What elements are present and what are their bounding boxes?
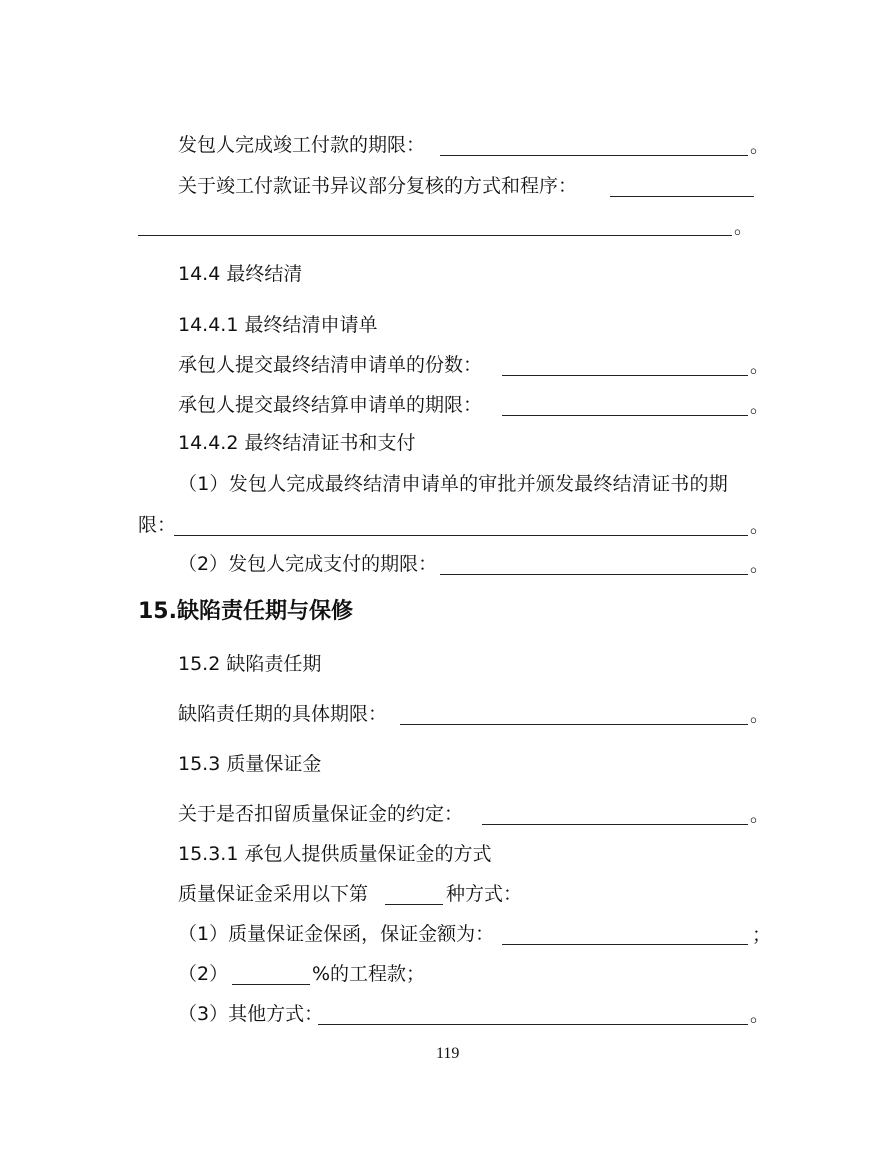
period-mark: 。 — [750, 135, 770, 157]
section-14-4-1-heading: 14.4.1 最终结清申请单 — [178, 314, 378, 336]
guarantee-amount-field[interactable] — [502, 944, 748, 945]
dispute-review-method-label: 关于竣工付款证书异议部分复核的方式和程序： — [178, 175, 578, 197]
period-mark: 。 — [734, 216, 754, 238]
item-1-text-continued: 限： — [138, 514, 177, 536]
completion-payment-deadline-field[interactable] — [440, 155, 748, 156]
dispute-review-method-field-continued[interactable] — [138, 235, 732, 236]
retention-agreement-label: 关于是否扣留质量保证金的约定： — [178, 803, 464, 825]
other-method-field[interactable] — [318, 1024, 748, 1025]
period-mark: 。 — [750, 355, 770, 377]
method-choice-label-end: 种方式： — [446, 883, 523, 905]
option-2-label: （2） — [178, 963, 229, 985]
section-15-2-heading: 15.2 缺陷责任期 — [178, 653, 322, 675]
section-14-4-2-heading: 14.4.2 最终结清证书和支付 — [178, 432, 416, 454]
payment-deadline-field[interactable] — [440, 574, 748, 575]
section-15-3-heading: 15.3 质量保证金 — [178, 753, 322, 775]
option-2-label-end: %的工程款； — [312, 963, 426, 985]
period-mark: 。 — [750, 704, 770, 726]
final-application-copies-label: 承包人提交最终结清申请单的份数： — [178, 354, 483, 376]
final-application-copies-field[interactable] — [502, 375, 748, 376]
period-mark: 。 — [750, 515, 770, 537]
defect-period-field[interactable] — [400, 724, 748, 725]
item-2-label: （2）发包人完成支付的期限： — [178, 553, 438, 575]
period-mark: 。 — [750, 395, 770, 417]
percentage-field[interactable] — [232, 984, 310, 985]
method-choice-label: 质量保证金采用以下第 — [178, 883, 369, 905]
option-1-label: （1）质量保证金保函，保证金额为： — [178, 923, 495, 945]
section-15-heading: 15.缺陷责任期与保修 — [138, 599, 353, 624]
item-1-text: （1）发包人完成最终结清申请单的审批并颁发最终结清证书的期 — [178, 473, 728, 495]
option-3-label: （3）其他方式： — [178, 1003, 324, 1025]
final-certificate-deadline-field[interactable] — [174, 535, 748, 536]
period-mark: 。 — [750, 554, 770, 576]
completion-payment-deadline-label: 发包人完成竣工付款的期限： — [178, 134, 426, 156]
final-application-deadline-field[interactable] — [502, 415, 748, 416]
page-number: 119 — [436, 1045, 460, 1062]
section-15-3-1-heading: 15.3.1 承包人提供质量保证金的方式 — [178, 843, 492, 865]
method-number-field[interactable] — [385, 904, 443, 905]
semicolon-mark: ； — [752, 924, 772, 946]
defect-period-label: 缺陷责任期的具体期限： — [178, 703, 388, 725]
retention-agreement-field[interactable] — [482, 824, 748, 825]
period-mark: 。 — [750, 804, 770, 826]
final-application-deadline-label: 承包人提交最终结算申请单的期限： — [178, 394, 483, 416]
period-mark: 。 — [750, 1004, 770, 1026]
section-14-4-heading: 14.4 最终结清 — [178, 263, 303, 285]
dispute-review-method-field[interactable] — [610, 196, 754, 197]
